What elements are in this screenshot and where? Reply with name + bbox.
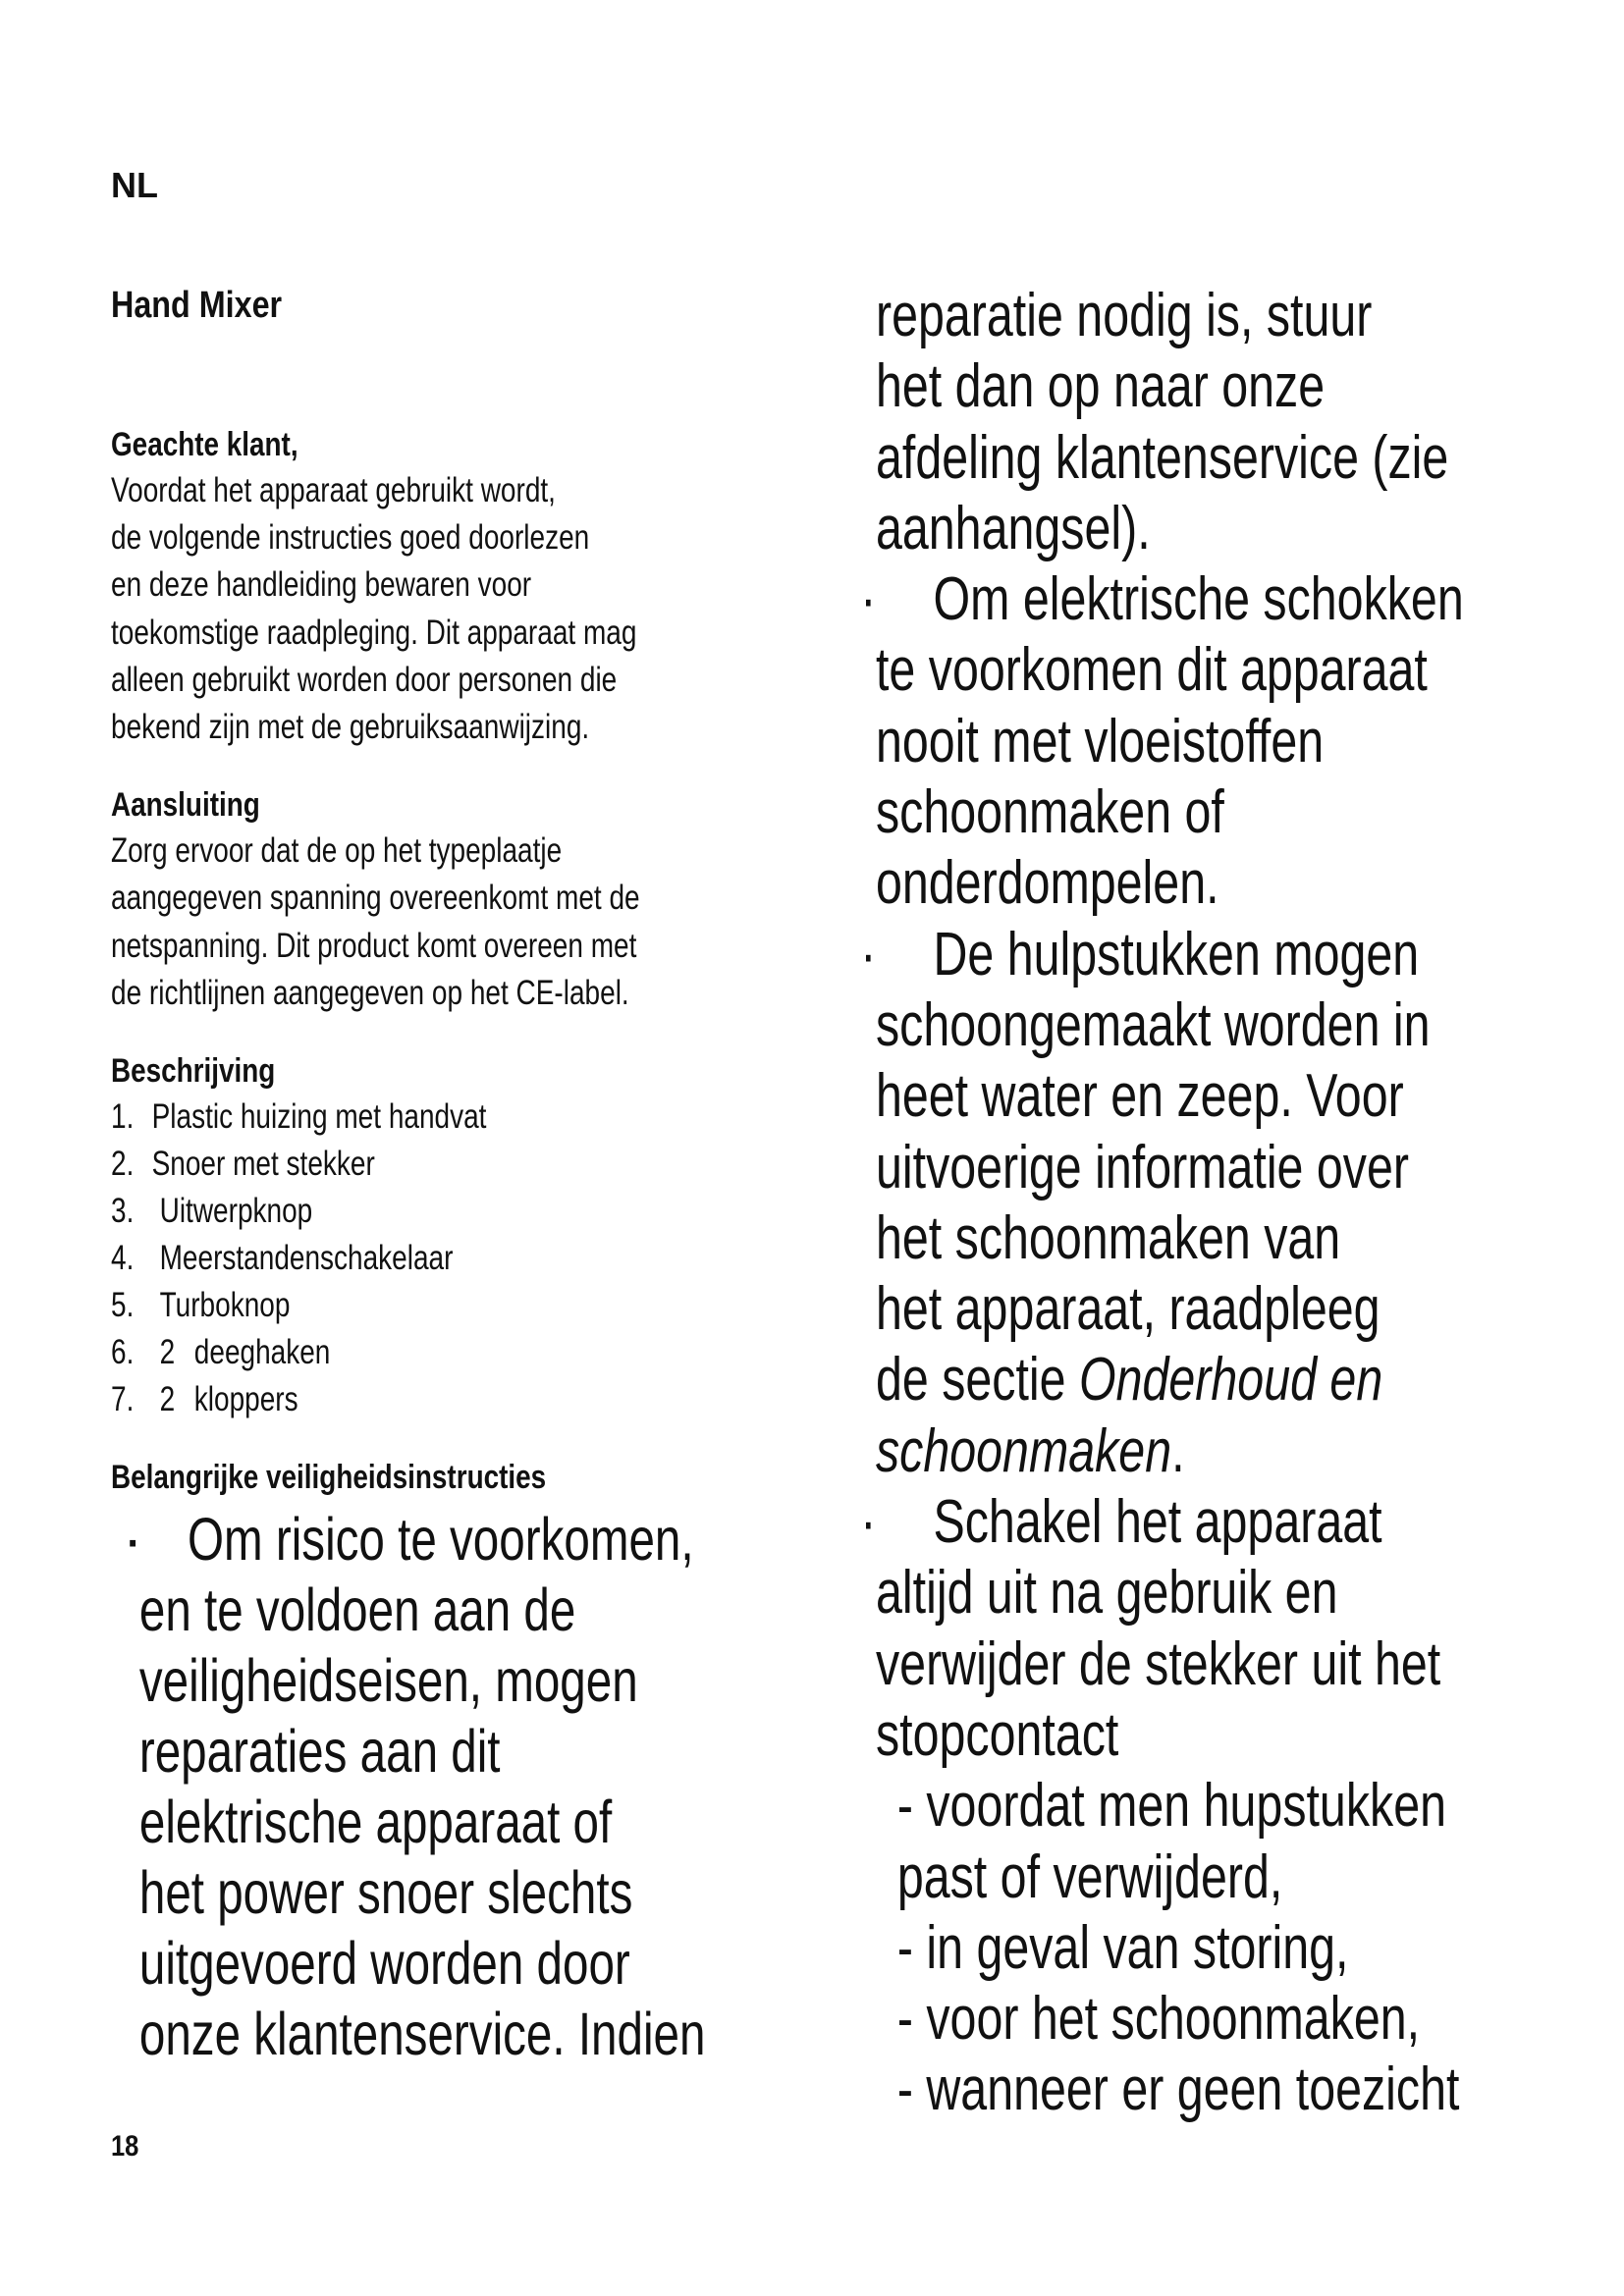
language-code: NL <box>111 165 158 205</box>
document-title: Hand Mixer <box>111 285 283 326</box>
intro-line: de volgende instructies goed doorlezen <box>111 518 590 558</box>
intro-line: en deze handleiding bewaren voor <box>111 565 532 605</box>
connection-line: de richtlijnen aangegeven op het CE-label. <box>111 973 629 1012</box>
list-item: 4. Meerstandenschakelaar <box>111 1239 454 1278</box>
bullet-icon: · <box>860 920 877 988</box>
safety-bullet-1: · Om risico te voorkomen, en te voldoen aan de veiligheidseisen, mogen reparaties aan dit elektrische apparaat of het power snoer slechts uitgevoerd worden door onze klantenservice. Indien <box>123 1506 706 2068</box>
description-heading: Beschrijving <box>111 1052 276 1091</box>
connection-line: Zorg ervoor dat de op het typeplaatje <box>111 831 563 871</box>
page-number: 18 <box>111 2130 139 2163</box>
bullet-icon: · <box>860 565 877 634</box>
intro-line: alleen gebruikt worden door personen die <box>111 660 618 699</box>
safety-line: het dan op naar onze <box>876 352 1326 421</box>
bullet-icon: · <box>123 1506 143 1574</box>
list-item: 2. Snoer met stekker <box>111 1145 375 1184</box>
safety-bullet-4: · Schakel het apparaat altijd uit na gebruik en verwijder de stekker uit het stopcontact - voordat men hupstukken past of verwijderd, - in geval van storing, - voor het schoonmaken, - wanneer er geen toezicht <box>860 1488 1460 2124</box>
safety-line: afdeling klantenservice (zie <box>876 423 1449 492</box>
list-item: 5. Turboknop <box>111 1286 291 1325</box>
right-column <box>860 281 1563 2126</box>
safety-line: reparatie nodig is, stuur <box>876 282 1373 349</box>
safety-bullet-2: · Om elektrische schokken te voorkomen dit apparaat nooit met vloeistoffen schoonmaken of onderdompelen. <box>860 565 1464 918</box>
list-item: 1. Plastic huizing met handvat <box>111 1097 487 1137</box>
intro-line: toekomstige raadpleging. Dit apparaat mag <box>111 613 637 652</box>
safety-bullet-3: · De hulpstukken mogen schoongemaakt worden in heet water en zeep. Voor uitvoerige informatie over het schoonmaken van het apparaat, raadpleeg de sectie Onderhoud en schoonmaken. <box>860 920 1431 1485</box>
intro-line: Voordat het apparaat gebruikt wordt, <box>111 471 556 509</box>
intro-line: bekend zijn met de gebruiksaanwijzing. <box>111 708 590 747</box>
list-item: 6. 2 deeghaken <box>111 1333 331 1372</box>
intro-heading: Geachte klant, <box>111 426 298 463</box>
safety-line: aanhangsel). <box>876 494 1151 562</box>
list-item: 7. 2 kloppers <box>111 1380 298 1419</box>
safety-heading: Belangrijke veiligheidsinstructies <box>111 1459 547 1497</box>
bullet-icon: · <box>860 1488 877 1557</box>
connection-line: aangegeven spanning overeenkomt met de <box>111 879 640 918</box>
list-item: 3. Uitwerpknop <box>111 1192 313 1231</box>
connection-line: netspanning. Dit product komt overeen met <box>111 926 637 965</box>
left-column <box>111 422 779 2069</box>
connection-heading: Aansluiting <box>111 786 260 825</box>
